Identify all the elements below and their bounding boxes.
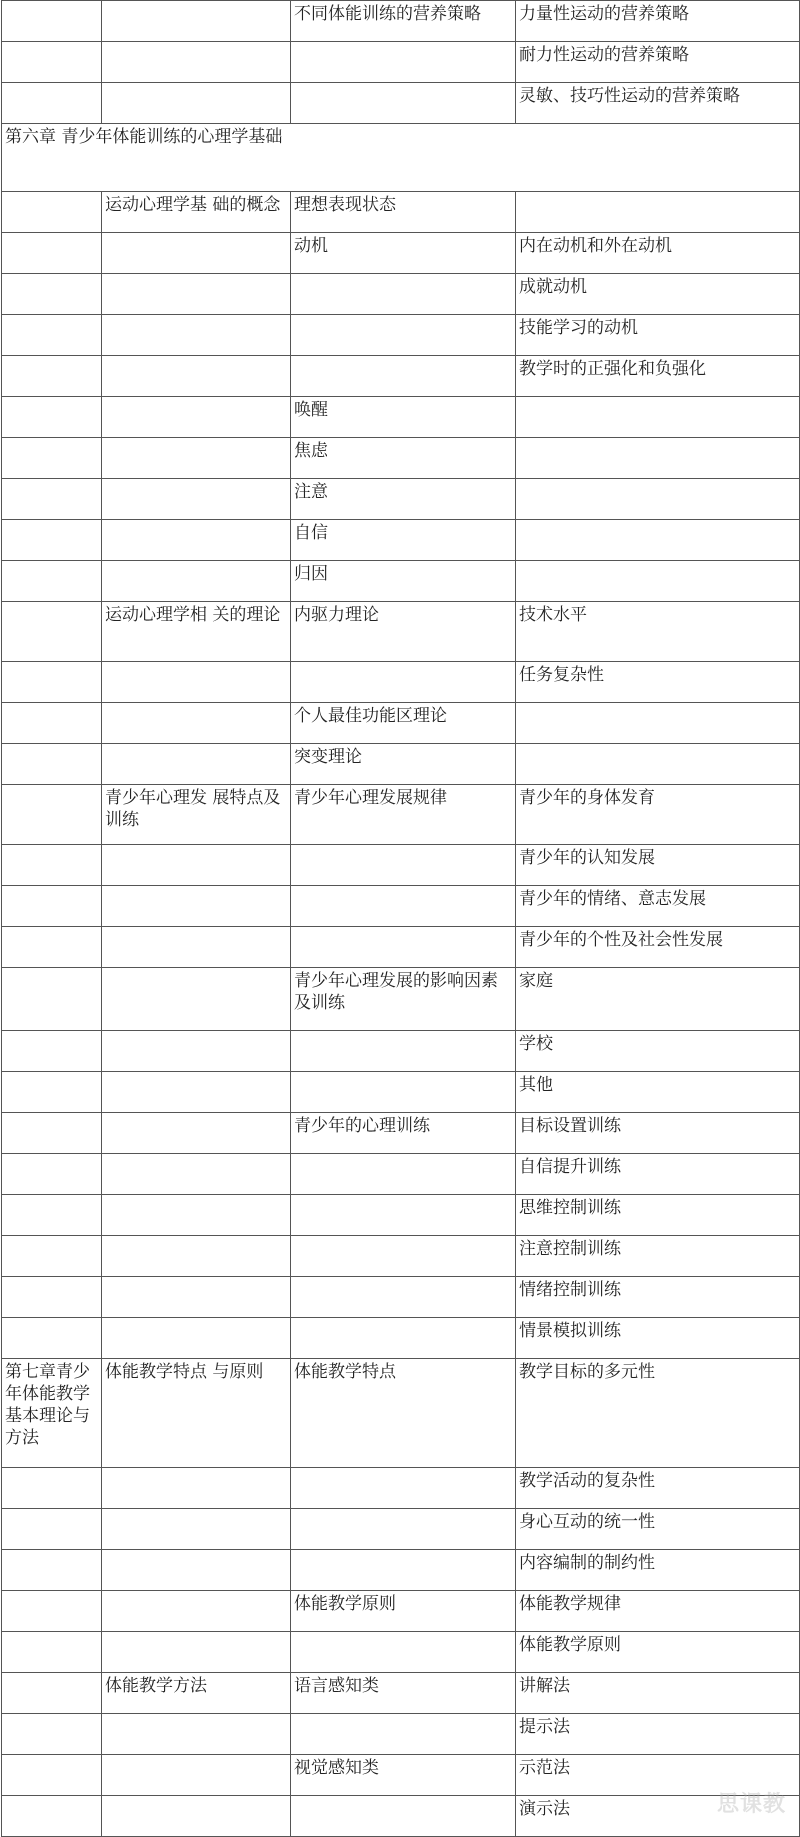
cell-subtopic: 青少年的认知发展 [516,845,800,886]
cell-subtopic: 力量性运动的营养策略 [516,1,800,42]
cell-section [102,274,291,315]
cell-section: 青少年心理发 展特点及训练 [102,785,291,845]
syllabus-table [1,0,800,1837]
cell-section: 体能教学方法 [102,1673,291,1714]
cell-subtopic: 身心互动的统一性 [516,1509,800,1550]
cell-subtopic: 情景模拟训练 [516,1318,800,1359]
cell-chapter [2,602,102,662]
cell-subtopic: 教学时的正强化和负强化 [516,356,800,397]
cell-subtopic: 内在动机和外在动机 [516,233,800,274]
cell-section [102,662,291,703]
cell-section [102,1031,291,1072]
cell-chapter [2,315,102,356]
cell-section [102,886,291,927]
cell-topic [291,356,516,397]
table-row [2,479,800,520]
cell-chapter [2,968,102,1031]
table-row [2,42,800,83]
cell-section [102,927,291,968]
table-row [2,1113,800,1154]
table-row [2,744,800,785]
cell-chapter [2,1113,102,1154]
table-row [2,1154,800,1195]
cell-chapter [2,785,102,845]
cell-chapter [2,1673,102,1714]
cell-subtopic [516,192,800,233]
table-row [2,397,800,438]
cell-subtopic: 青少年的个性及社会性发展 [516,927,800,968]
cell-chapter [2,662,102,703]
cell-chapter [2,1796,102,1837]
cell-topic [291,42,516,83]
table-row [2,602,800,662]
table-row [2,785,800,845]
cell-section [102,1468,291,1509]
cell-topic [291,886,516,927]
cell-topic: 视觉感知类 [291,1755,516,1796]
cell-section [102,703,291,744]
cell-topic [291,1072,516,1113]
chapter-heading: 第六章 青少年体能训练的心理学基础 [2,124,800,192]
cell-chapter-title: 第七章青少年体能教学基本理论与方法 [2,1359,102,1468]
table-row [2,1550,800,1591]
table-row [2,703,800,744]
cell-chapter [2,845,102,886]
cell-subtopic [516,520,800,561]
table-row [2,1236,800,1277]
cell-section [102,356,291,397]
cell-chapter [2,42,102,83]
cell-chapter [2,1550,102,1591]
table-row [2,662,800,703]
cell-subtopic: 任务复杂性 [516,662,800,703]
cell-chapter [2,744,102,785]
table-row [2,1031,800,1072]
cell-topic: 青少年的心理训练 [291,1113,516,1154]
cell-subtopic: 情绪控制训练 [516,1277,800,1318]
cell-chapter [2,397,102,438]
cell-topic: 归因 [291,561,516,602]
cell-subtopic: 技术水平 [516,602,800,662]
cell-chapter [2,1714,102,1755]
table-row [2,1318,800,1359]
cell-topic [291,1509,516,1550]
cell-chapter [2,438,102,479]
table-row [2,1673,800,1714]
cell-chapter [2,1318,102,1359]
cell-section [102,561,291,602]
cell-section [102,83,291,124]
cell-topic: 自信 [291,520,516,561]
cell-topic [291,83,516,124]
syllabus-table-body [2,1,800,1837]
table-row [2,1632,800,1673]
cell-subtopic [516,397,800,438]
cell-chapter [2,1154,102,1195]
cell-chapter [2,1072,102,1113]
cell-chapter [2,1755,102,1796]
cell-topic [291,1796,516,1837]
site-watermark: 思课教 [716,1792,786,1817]
cell-chapter [2,1236,102,1277]
cell-topic [291,274,516,315]
cell-chapter [2,927,102,968]
cell-topic: 个人最佳功能区理论 [291,703,516,744]
cell-subtopic: 灵敏、技巧性运动的营养策略 [516,83,800,124]
cell-chapter [2,192,102,233]
cell-topic [291,927,516,968]
cell-chapter [2,1195,102,1236]
cell-topic: 体能教学特点 [291,1359,516,1468]
cell-topic [291,1031,516,1072]
table-row [2,192,800,233]
cell-subtopic: 讲解法 [516,1673,800,1714]
cell-chapter [2,479,102,520]
cell-section [102,315,291,356]
cell-subtopic: 演示法 [516,1796,800,1837]
cell-topic: 焦虑 [291,438,516,479]
cell-section [102,1154,291,1195]
cell-section: 运动心理学相 关的理论 [102,602,291,662]
table-row [2,1277,800,1318]
cell-section [102,1072,291,1113]
cell-section [102,1632,291,1673]
cell-chapter [2,1468,102,1509]
cell-chapter [2,83,102,124]
table-row [2,438,800,479]
cell-topic [291,1236,516,1277]
table-row [2,83,800,124]
cell-section [102,479,291,520]
cell-section: 运动心理学基 础的概念 [102,192,291,233]
cell-subtopic: 青少年的情绪、意志发展 [516,886,800,927]
cell-topic [291,1550,516,1591]
cell-topic: 体能教学原则 [291,1591,516,1632]
cell-subtopic: 学校 [516,1031,800,1072]
cell-section [102,1509,291,1550]
cell-chapter [2,274,102,315]
table-row [2,1468,800,1509]
cell-topic [291,1714,516,1755]
cell-section [102,968,291,1031]
table-row [2,520,800,561]
cell-subtopic: 示范法 [516,1755,800,1796]
cell-section [102,1714,291,1755]
cell-subtopic: 耐力性运动的营养策略 [516,42,800,83]
cell-chapter [2,703,102,744]
cell-section [102,744,291,785]
cell-topic [291,315,516,356]
cell-subtopic: 成就动机 [516,274,800,315]
cell-subtopic [516,744,800,785]
cell-section [102,1591,291,1632]
table-row [2,1195,800,1236]
cell-topic: 内驱力理论 [291,602,516,662]
cell-topic: 注意 [291,479,516,520]
cell-section [102,1796,291,1837]
cell-section [102,1113,291,1154]
cell-section [102,845,291,886]
cell-topic [291,1195,516,1236]
cell-section [102,1277,291,1318]
table-row [2,561,800,602]
cell-topic: 唤醒 [291,397,516,438]
cell-chapter [2,886,102,927]
cell-topic [291,1154,516,1195]
cell-subtopic: 其他 [516,1072,800,1113]
cell-chapter [2,1277,102,1318]
cell-topic [291,845,516,886]
cell-subtopic: 家庭 [516,968,800,1031]
cell-topic: 理想表现状态 [291,192,516,233]
table-row [2,233,800,274]
table-row [2,1714,800,1755]
table-row [2,927,800,968]
cell-topic: 青少年心理发展的影响因素及训练 [291,968,516,1031]
cell-topic [291,1632,516,1673]
cell-section [102,1550,291,1591]
cell-topic: 语言感知类 [291,1673,516,1714]
cell-section [102,42,291,83]
cell-chapter [2,1632,102,1673]
table-row [2,968,800,1031]
table-row [2,845,800,886]
cell-subtopic: 思维控制训练 [516,1195,800,1236]
cell-subtopic: 自信提升训练 [516,1154,800,1195]
cell-chapter [2,356,102,397]
cell-section [102,233,291,274]
cell-chapter [2,1031,102,1072]
table-row [2,274,800,315]
table-row [2,886,800,927]
cell-chapter [2,520,102,561]
cell-chapter [2,561,102,602]
cell-topic: 青少年心理发展规律 [291,785,516,845]
cell-subtopic [516,438,800,479]
cell-topic [291,1318,516,1359]
cell-section: 体能教学特点 与原则 [102,1359,291,1468]
cell-topic: 突变理论 [291,744,516,785]
cell-section [102,1755,291,1796]
cell-section [102,438,291,479]
cell-subtopic [516,479,800,520]
cell-subtopic: 教学目标的多元性 [516,1359,800,1468]
cell-topic [291,662,516,703]
cell-section [102,520,291,561]
cell-chapter [2,1509,102,1550]
cell-subtopic: 目标设置训练 [516,1113,800,1154]
cell-subtopic: 体能教学原则 [516,1632,800,1673]
cell-subtopic: 教学活动的复杂性 [516,1468,800,1509]
cell-subtopic: 提示法 [516,1714,800,1755]
cell-topic: 不同体能训练的营养策略 [291,1,516,42]
table-row [2,1796,800,1837]
chapter-row [2,124,800,192]
cell-subtopic: 注意控制训练 [516,1236,800,1277]
table-row [2,1509,800,1550]
cell-chapter [2,1,102,42]
cell-topic [291,1277,516,1318]
cell-subtopic: 体能教学规律 [516,1591,800,1632]
table-row [2,1359,800,1468]
cell-section [102,1195,291,1236]
cell-subtopic: 技能学习的动机 [516,315,800,356]
cell-chapter [2,1591,102,1632]
table-row [2,356,800,397]
cell-subtopic [516,561,800,602]
table-row [2,1755,800,1796]
table-row [2,1,800,42]
table-row [2,315,800,356]
cell-section [102,397,291,438]
cell-section [102,1,291,42]
cell-subtopic [516,703,800,744]
cell-chapter [2,233,102,274]
cell-subtopic: 内容编制的制约性 [516,1550,800,1591]
table-row [2,1072,800,1113]
cell-topic: 动机 [291,233,516,274]
table-row [2,1591,800,1632]
cell-topic [291,1468,516,1509]
cell-section [102,1236,291,1277]
cell-subtopic: 青少年的身体发育 [516,785,800,845]
cell-section [102,1318,291,1359]
